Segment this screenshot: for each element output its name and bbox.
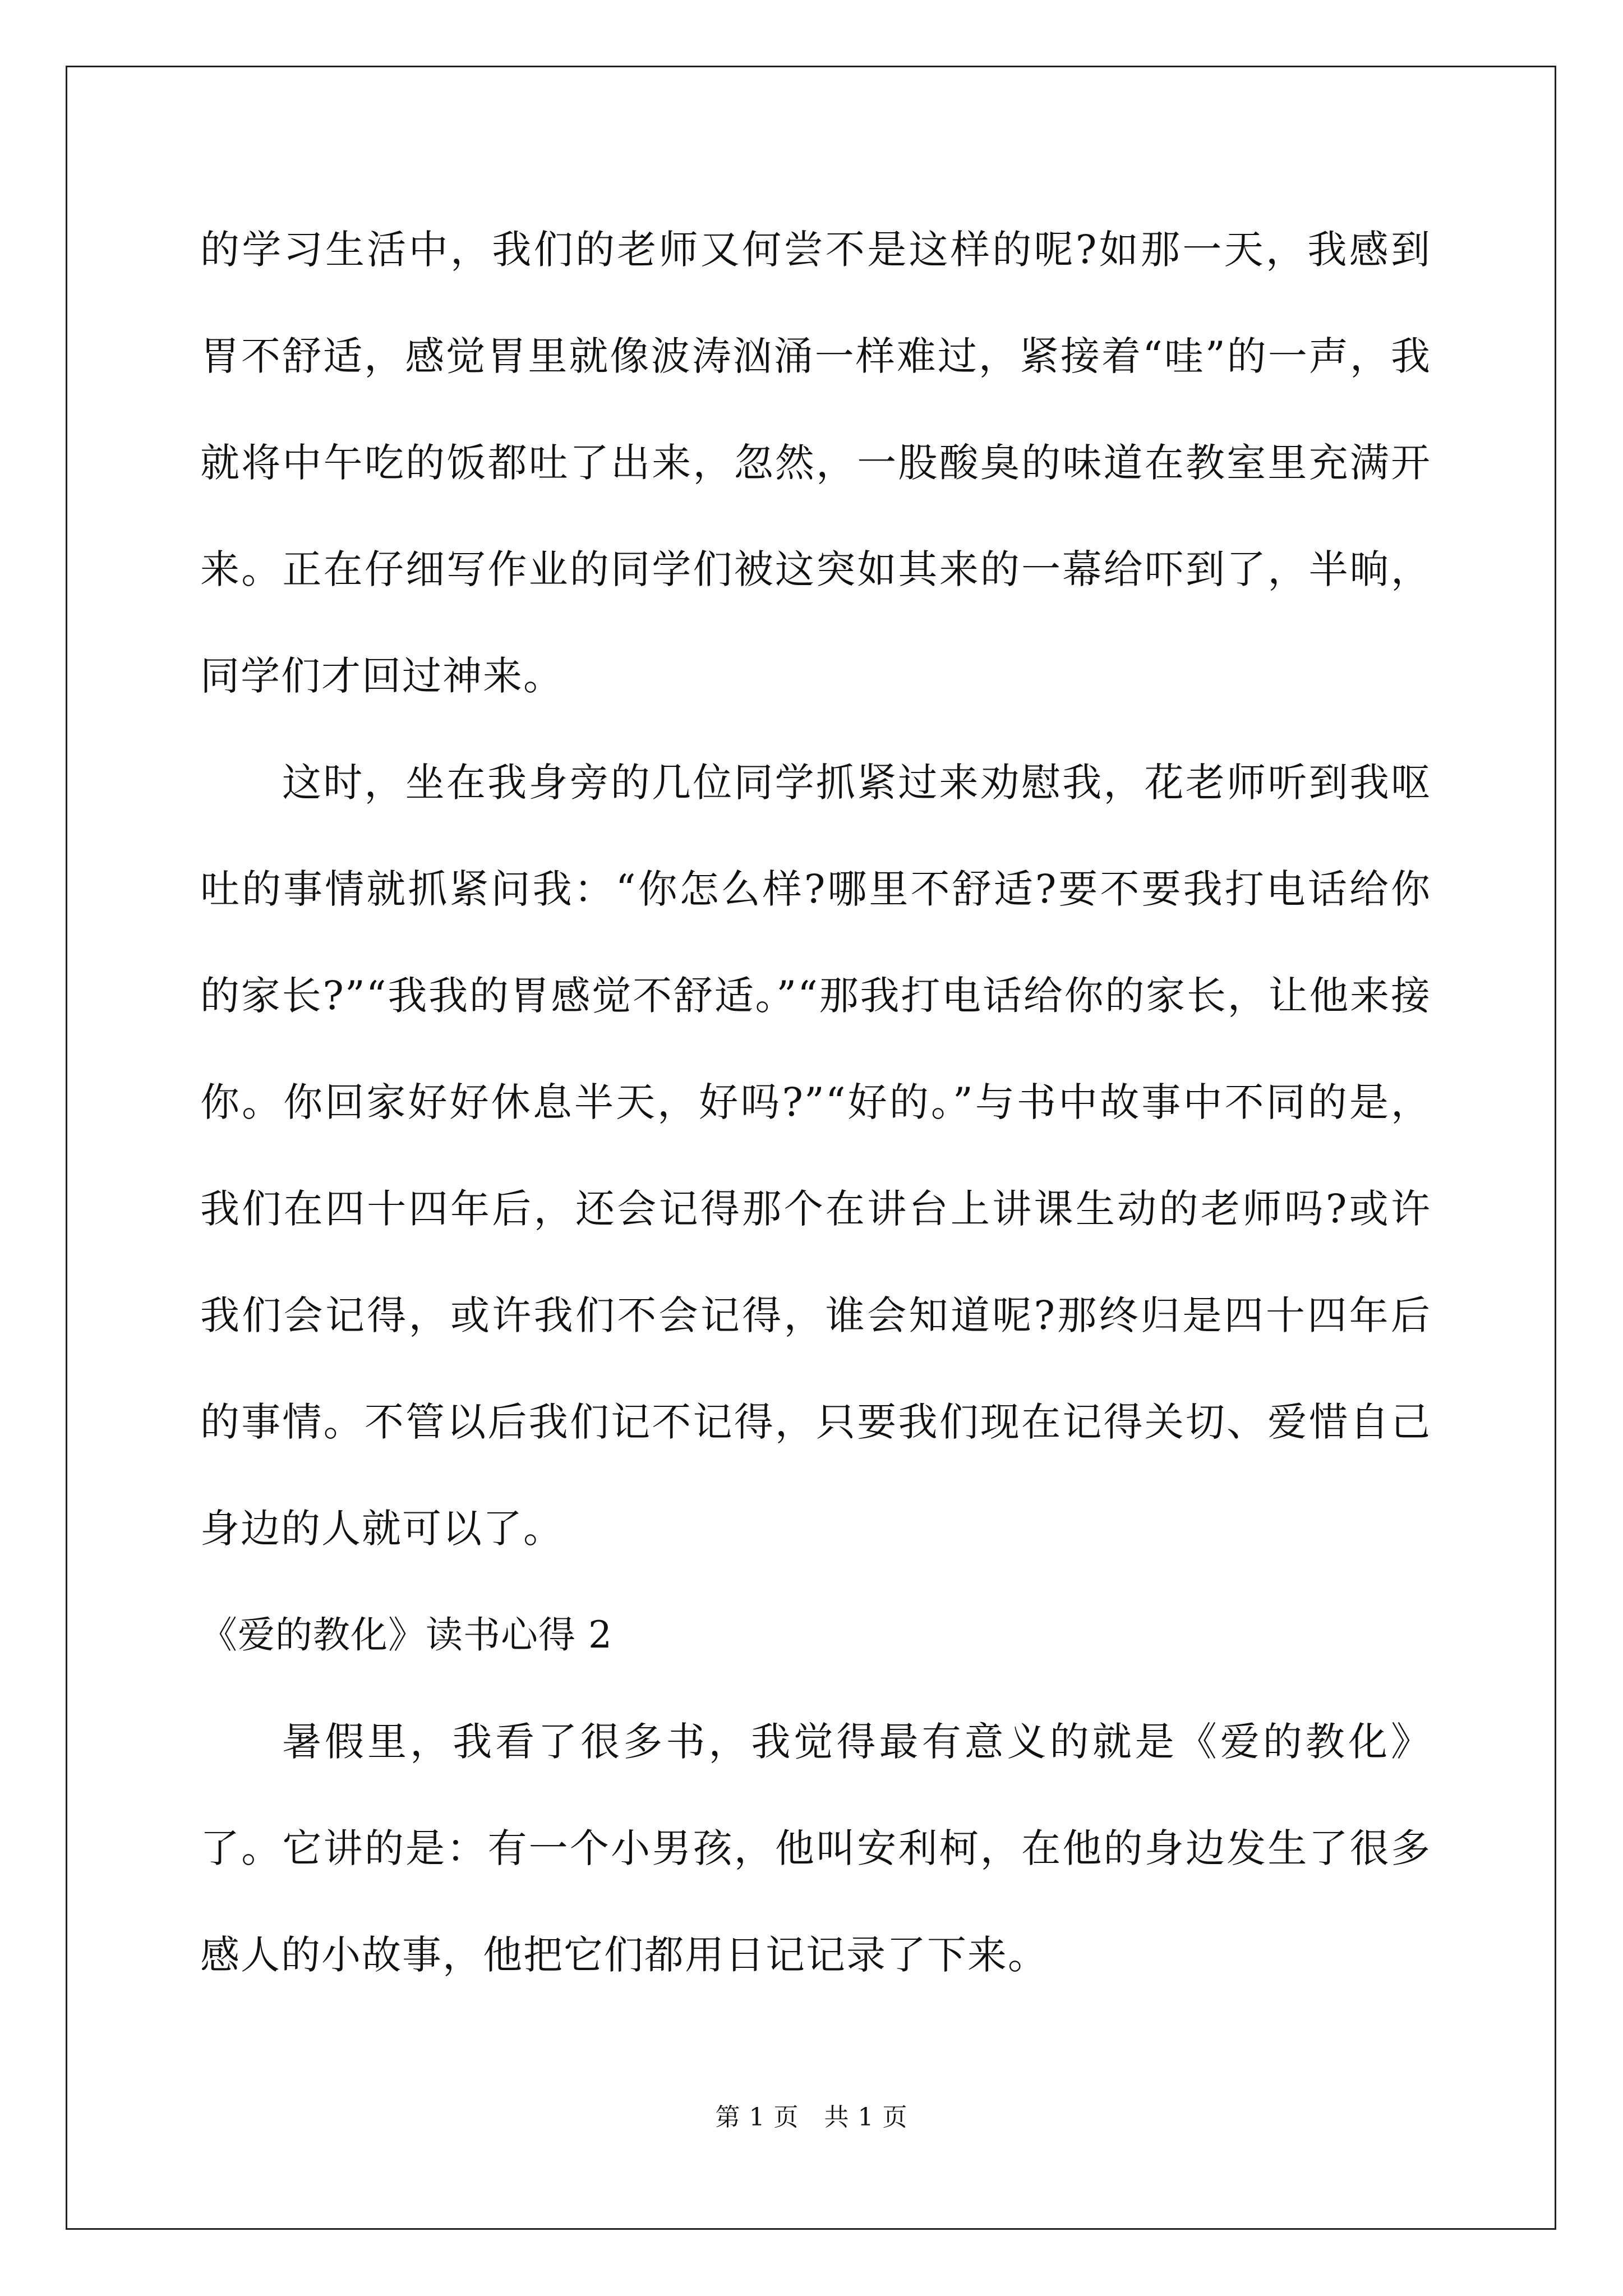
paragraph-3: 暑假里，我看了很多书，我觉得最有意义的就是《爱的教化》了。它讲的是：有一个小男孩，他叫安利柯，在他的身边发生了很多感人的小故事，他把它们都用日记记录了下来。 bbox=[200, 1719, 1431, 1978]
paragraph-2: 这时，坐在我身旁的几位同学抓紧过来劝慰我，花老师听到我呕吐的事情就抓紧问我：“你怎么样?哪里不舒适?要不要我打电话给你的家长?”“我我的胃感觉不舒适。”“那我打电话给你的家长，让他来接你。你回家好好休息半天，好吗?”“好的。”与书中故事中不同的是，我们在四十四年后，还会记得那个在讲台上讲课生动的老师吗?或许我们会记得，或许我们不会记得，谁会知道呢?那终归是四十四年后的事情。不管以后我们记不记得，只要我们现在记得关切、爱惜自己身边的人就可以了。 bbox=[200, 760, 1431, 1552]
section-title: 《爱的教化》读书心得 2 bbox=[200, 1613, 612, 1657]
paragraph-1: 的学习生活中，我们的老师又何尝不是这样的呢?如那一天，我感到胃不舒适，感觉胃里就像波涛汹涌一样难过，紧接着“哇”的一声，我就将中午吃的饭都吐了出来，忽然，一股酸臭的味道在教室里充满开来。正在仔细写作业的同学们被这突如其来的一幕给吓到了，半晌，同学们才回过神来。 bbox=[200, 227, 1431, 699]
document-body bbox=[200, 196, 1431, 2008]
page-footer: 第 1 页 共 1 页 bbox=[715, 2103, 908, 2132]
